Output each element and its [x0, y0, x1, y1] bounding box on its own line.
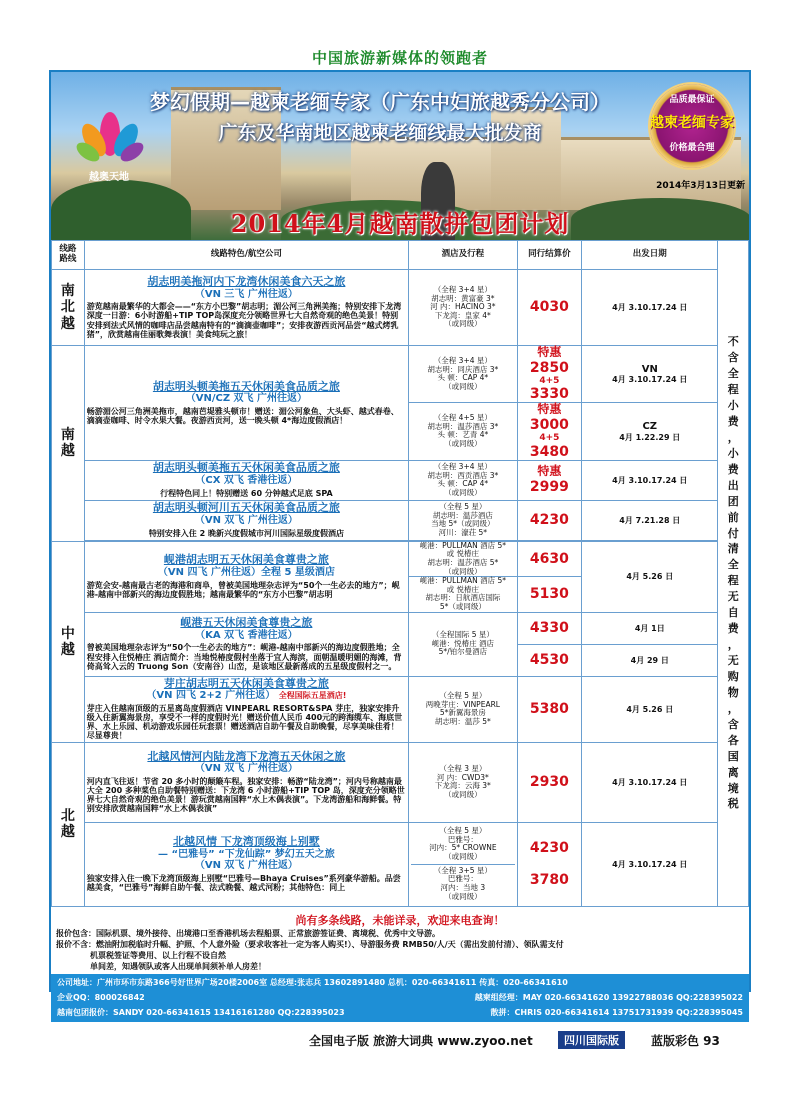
route-airline: （VN 双飞 广州往返） — [194, 763, 298, 775]
departure-date: 4月 3.10.17.24 日 — [582, 270, 718, 346]
side-note-char: 无 — [727, 654, 739, 668]
side-note-char: 各 — [727, 733, 739, 747]
manager-contact: 越柬组经理：MAY 020-66341620 13922788036 QQ:228395022 — [474, 993, 743, 1002]
departure-date: 4月 3.10.17.24 日 — [582, 822, 718, 906]
banner-title: 梦幻假期—越柬老缅专家（广东中妇旅越秀分公司） — [150, 90, 610, 114]
departure-date: 4月 1日 — [582, 612, 718, 644]
hotel-cell: （全程 5 星） 胡志明：温莎酒店 当地 5*（或同级） 河川：濠荘 5* — [409, 500, 518, 540]
price: 5130 — [517, 577, 582, 613]
route-cell — [84, 270, 408, 346]
route-cell — [84, 500, 408, 540]
side-note-char: 付 — [727, 526, 739, 540]
page-number: 蓝版彩色 93 — [651, 1034, 720, 1048]
side-note-char: ， — [727, 638, 739, 652]
fit-contact: 散拼：CHRIS 020-66341614 13751731939 QQ:228395045 — [490, 1008, 743, 1017]
side-note-char: 含 — [727, 351, 739, 365]
region-south-north: 南北越 — [52, 270, 85, 346]
price: 4230 3780 — [517, 822, 582, 906]
route-desc: 曾被美国地理杂志评为“50个一生必去的地方”：岘港-越南中部新兴的海边度假胜地；全程安排入住悦椿庄 酒店简介：当地悦椿度假村坐落于宜人海滨，面朝温暖明媚的海滩，背倚高耸入云的 Truong Son（安南谷）山峦，是该地区最新落成的五星级度假村之一。 — [86, 643, 402, 671]
side-note-char: 出 — [727, 478, 739, 492]
header-date: 出发日期 — [582, 241, 718, 270]
price: 4530 — [517, 644, 582, 676]
route-airline: （VN 三飞 广州往返） — [194, 288, 298, 300]
departure-date: 4月 7.21.28 日 — [582, 500, 718, 540]
table-row — [52, 612, 749, 644]
company-address: 公司地址：广州市环市东路366号好世界广场20楼2006室 总经理:张志兵 13602891480 总机：020-66341611 传真：020-66341610 — [57, 978, 568, 987]
price: 特惠 3000 4+5 3480 — [517, 403, 582, 460]
side-note-char: 全 — [727, 367, 739, 381]
route-name[interactable]: 岘港五天休闲美食尊贵之旅 — [180, 616, 313, 630]
page-footer — [51, 1032, 749, 1052]
group-contact: 越南包团报价：SANDY 020-66341615 13416161280 QQ:228395023 — [57, 1008, 345, 1017]
notice-exclude: 报价不含：燃油附加税临时升幅、护照、个人意外险（要求收客社一定为客人购买!）、导游服务费 RMB50/人/天（需出发前付清）、领队需支付 — [56, 940, 564, 949]
side-note-char: 清 — [727, 542, 739, 556]
departure-date: 4月 5.26 日 — [582, 676, 718, 742]
departure-date: VN 4月 3.10.17.24 日 — [582, 346, 718, 403]
table-row — [52, 346, 749, 403]
side-note-char: 团 — [727, 494, 739, 508]
table-header — [52, 241, 749, 270]
route-airline: （VN 四飞 2+2 广州往返） 全程国际五星酒店! — [146, 690, 347, 702]
table-row — [52, 500, 749, 540]
price: 4630 — [517, 541, 582, 577]
route-name[interactable]: 北越风情河内陆龙湾下龙湾五天休闲之旅 — [147, 749, 346, 763]
table-row — [52, 676, 749, 742]
price: 4030 — [517, 270, 582, 346]
table-row — [52, 822, 749, 906]
side-note-char: 小 — [727, 399, 739, 413]
edition-badge: 四川国际版 — [558, 1031, 625, 1049]
region-south: 南越 — [52, 346, 85, 542]
side-note-char: 程 — [727, 574, 739, 588]
side-note-char: 无 — [727, 590, 739, 604]
route-name[interactable]: 胡志明头顿美拖五天休闲美食品质之旅 — [152, 379, 340, 393]
side-note-char: 购 — [727, 669, 739, 683]
departure-date: 4月 5.26 日 — [582, 541, 718, 612]
side-note-char: 国 — [727, 749, 739, 763]
update-date: 2014年3月13日更新 — [656, 181, 745, 191]
hotel-cell: （全程 3 星） 河 内：CWD3* 下龙湾：云海 3* （或同级） — [409, 742, 518, 822]
hotel-cell: （全程 3+4 星） 胡志明：西贡酒店 3* 头 顿：CAP 4* （或同级） — [409, 460, 518, 500]
route-desc: 行程特色同上！特别赠送 60 分钟越式足底 SPA — [160, 488, 333, 498]
side-note — [718, 241, 749, 907]
route-name[interactable]: 岘港胡志明五天休闲美食尊贵之旅 — [163, 553, 329, 567]
side-note-char: 自 — [727, 606, 739, 620]
route-airline: （VN 四飞 广州往返）全程 5 星级酒店 — [157, 567, 335, 579]
tour-table — [51, 240, 749, 910]
side-note-char: 费 — [727, 462, 739, 476]
route-name[interactable]: 胡志明头顿河川五天休闲美食品质之旅 — [152, 501, 340, 515]
side-note-char: 全 — [727, 558, 739, 572]
route-airline: （KA 双飞 香港往返） — [195, 629, 298, 641]
region-central: 中越 — [52, 541, 85, 742]
route-name[interactable]: 胡志明美拖河内下龙湾休闲美食六天之旅 — [147, 275, 346, 289]
side-note-char: 离 — [727, 765, 739, 779]
side-note-char: 物 — [727, 685, 739, 699]
notice-heading: 尚有多条线路，未能详录，欢迎来电查询！ — [295, 914, 505, 927]
seal-main-text: 越柬老缅专家 — [650, 115, 734, 131]
route-desc: 芽庄入住越南顶级的五星离岛度假酒店 VINPEARL RESORT&SPA 芽庄，独家安排升级入住新翼海景房，享受不一样的度假时光！赠送价值人民币 400元的跨海缆车、海底世界、水上乐园、机动游戏乐园任玩套票！赠送酒店自助午餐及自助晚餐，尽享美味佳肴！尽显尊贵！ — [86, 703, 403, 741]
route-desc: 独家安排入住一晚下龙湾顶级海上别墅“巴雅号—Bhaya Cruises”系列豪华游船。品尝越美食，“巴雅号”海鲜自助午餐、法式晚餐、越式河粉；其他特色：同上 — [86, 873, 401, 892]
side-note-char: 程 — [727, 383, 739, 397]
route-cell — [84, 822, 408, 906]
route-airline: （CX 双飞 香港往返） — [195, 475, 298, 487]
banner-subtitle: 广东及华南地区越柬老缅线最大批发商 — [218, 122, 542, 144]
price: 特惠 2999 — [517, 460, 582, 500]
price: 2930 — [517, 742, 582, 822]
route-desc: 河内直飞往返！节省 20 多小时的颠簸车程。独家安排：畅游“陆龙湾”；河内号称越南最大全 200 多种菜色自助餐特别赠送：下龙湾 6 小时游船+TIP TOP 岛，深度充分领略世界七大自然奇观的绝色美景！游玩赏越南国粹“水上木偶表演”。下龙湾游船和海鲜餐。特别安排欣赏越南国粹“水上木偶表演” — [86, 776, 405, 814]
side-note-char: ， — [727, 430, 739, 444]
price: 特惠 2850 4+5 3330 — [517, 346, 582, 403]
hotel-cell: 岘港：PULLMAN 酒店 5* 或 悦椿庄 胡志明：日航酒店国际 5*（或同级） — [409, 577, 518, 613]
hotel-cell: （全程 3+4 星） 胡志明：黄富豪 3* 河 内：HACINO 3* 下龙湾：皇家 4* （或同级） — [409, 270, 518, 346]
notice-include: 报价包含：国际机票、境外接待、出境港口至香港机场去程船票、正常旅游签证费、离境税、优秀中文导游。 — [56, 929, 440, 938]
hotel-cell: （全程 4+5 星） 胡志明：温莎酒店 3* 头 顿：艺青 4* （或同级） — [409, 403, 518, 460]
departure-date: 4月 29 日 — [582, 644, 718, 676]
route-name[interactable]: 胡志明头顿美拖五天休闲美食品质之旅 — [152, 461, 340, 475]
side-note-char: 含 — [727, 717, 739, 731]
side-note-char: 不 — [727, 335, 739, 349]
route-cell — [84, 346, 408, 461]
notice-exclude-2: 机票税签证等费用、以上行程不设自然 — [90, 951, 226, 960]
hotel-cell: 岘港：PULLMAN 酒店 5* 或 悦椿庄 胡志明：温莎酒店 5* （或同级） — [409, 541, 518, 577]
side-note-char: 前 — [727, 510, 739, 524]
price: 4330 — [517, 612, 582, 644]
seal-top-text: 品质最保证 — [669, 95, 715, 105]
route-cell — [84, 612, 408, 676]
route-cell — [84, 676, 408, 742]
side-note-char: 小 — [727, 446, 739, 460]
route-desc: 游览越南最繁华的大都会——“东方小巴黎”胡志明；湄公河三角洲美拖；特别安排下龙湾深度一日游：6小时游船+TIP TOP岛深度充分领略世界七大自然奇观的绝色美景！特别安排到法式风情的咖啡店品尝越南特有的“滴滴壶咖啡”；安排夜游西贡河品尝“越式烤乳猪”，欣赏越南佳丽歌舞表演！美食纯玩之旅！ — [86, 302, 402, 339]
hotel-cell: （全程 5 星） 巴雅号： 河内：5* CROWNE （或同级） （全程 3+5 星） 巴雅号： 河内：当地 3 （或同级） — [409, 822, 518, 906]
departure-date: CZ 4月 1.22.29 日 — [582, 403, 718, 460]
route-airline: （VN 双飞 广州往返） — [194, 515, 298, 527]
side-note-char: 费 — [727, 414, 739, 428]
header-region: 线路 路线 — [52, 241, 85, 270]
route-cell — [84, 742, 408, 822]
region-north: 北越 — [52, 742, 85, 906]
logo-text: 越奥天地 — [89, 172, 129, 183]
route-name[interactable]: 芽庄胡志明五天休闲美食尊贵之旅 — [163, 676, 329, 690]
publication-name: 全国电子版 旅游大词典 www.zyoo.net — [309, 1034, 533, 1048]
seal-bottom-text: 价格最合理 — [669, 143, 715, 153]
company-qq: 企业QQ：800026842 — [57, 993, 145, 1002]
route-name-2: — “巴雅号” “下龙仙踪” 梦幻五天之旅 — [158, 848, 335, 860]
side-note-char: 税 — [727, 797, 739, 811]
departure-date: 4月 3.10.17.24 日 — [582, 742, 718, 822]
table-row — [52, 541, 749, 577]
table-row — [52, 742, 749, 822]
price: 5380 — [517, 676, 582, 742]
route-cell — [84, 460, 408, 500]
route-desc: 特别安排入住 2 晚新兴度假城市河川国际星级度假酒店 — [148, 528, 344, 538]
side-note-char: 费 — [727, 622, 739, 636]
hotel-cell: （全程 3+4 星） 胡志明：同庆酒店 3* 头 顿：CAP 4* （或同级） — [409, 346, 518, 403]
route-cell — [84, 541, 408, 612]
header-route: 线路特色/航空公司 — [84, 241, 408, 270]
side-note-char: 境 — [727, 781, 739, 795]
route-name[interactable]: 北越风情 下龙湾顶级海上别墅 — [172, 835, 320, 849]
route-airline: （VN/CZ 双飞 广州往返） — [185, 393, 308, 405]
header-hotel: 酒店及行程 — [409, 241, 518, 270]
side-note-char: ， — [727, 701, 739, 715]
hotel-cell: （全程 5 星） 两晚芽庄：VINPEARL 5*新翼海景房 胡志明：温莎 5* — [409, 676, 518, 742]
hotel-cell: （全程国际 5 星） 岘港：悦椿庄 酒店 5*/铂尔曼酒店 — [409, 612, 518, 676]
table-row — [52, 460, 749, 500]
departure-date: 4月 3.10.17.24 日 — [582, 460, 718, 500]
slogan: 中国旅游新媒体的领跑者 — [311, 49, 488, 67]
notice-exclude-3: 单间差，知遇领队或客人出现单间须补单人房差！ — [90, 962, 266, 971]
plan-title: 2014年4月越南散拼包团计划 — [230, 209, 570, 238]
header-price: 同行结算价 — [517, 241, 582, 270]
route-desc: 游览会安-越南最古老的海港和商阜，曾被美国地理杂志评为“50个一生必去的地方”；岘港-越南中部新兴的海边度假胜地；越南最繁华的“东方小巴黎”胡志明 — [86, 580, 400, 599]
route-airline: （VN 双飞 广州往返） — [194, 860, 298, 872]
contact-footer — [51, 974, 749, 1022]
route-desc: 畅游湄公河三角洲美拖市，越南芭堤雅头顿市！赠送：湄公河象鱼、大头虾、越式春卷、滴滴壶咖啡、时令水果大餐。夜游西贡河，送一晚头顿 4*海边度假酒店！ — [86, 406, 399, 425]
price: 4230 — [517, 500, 582, 540]
table-row — [52, 270, 749, 346]
